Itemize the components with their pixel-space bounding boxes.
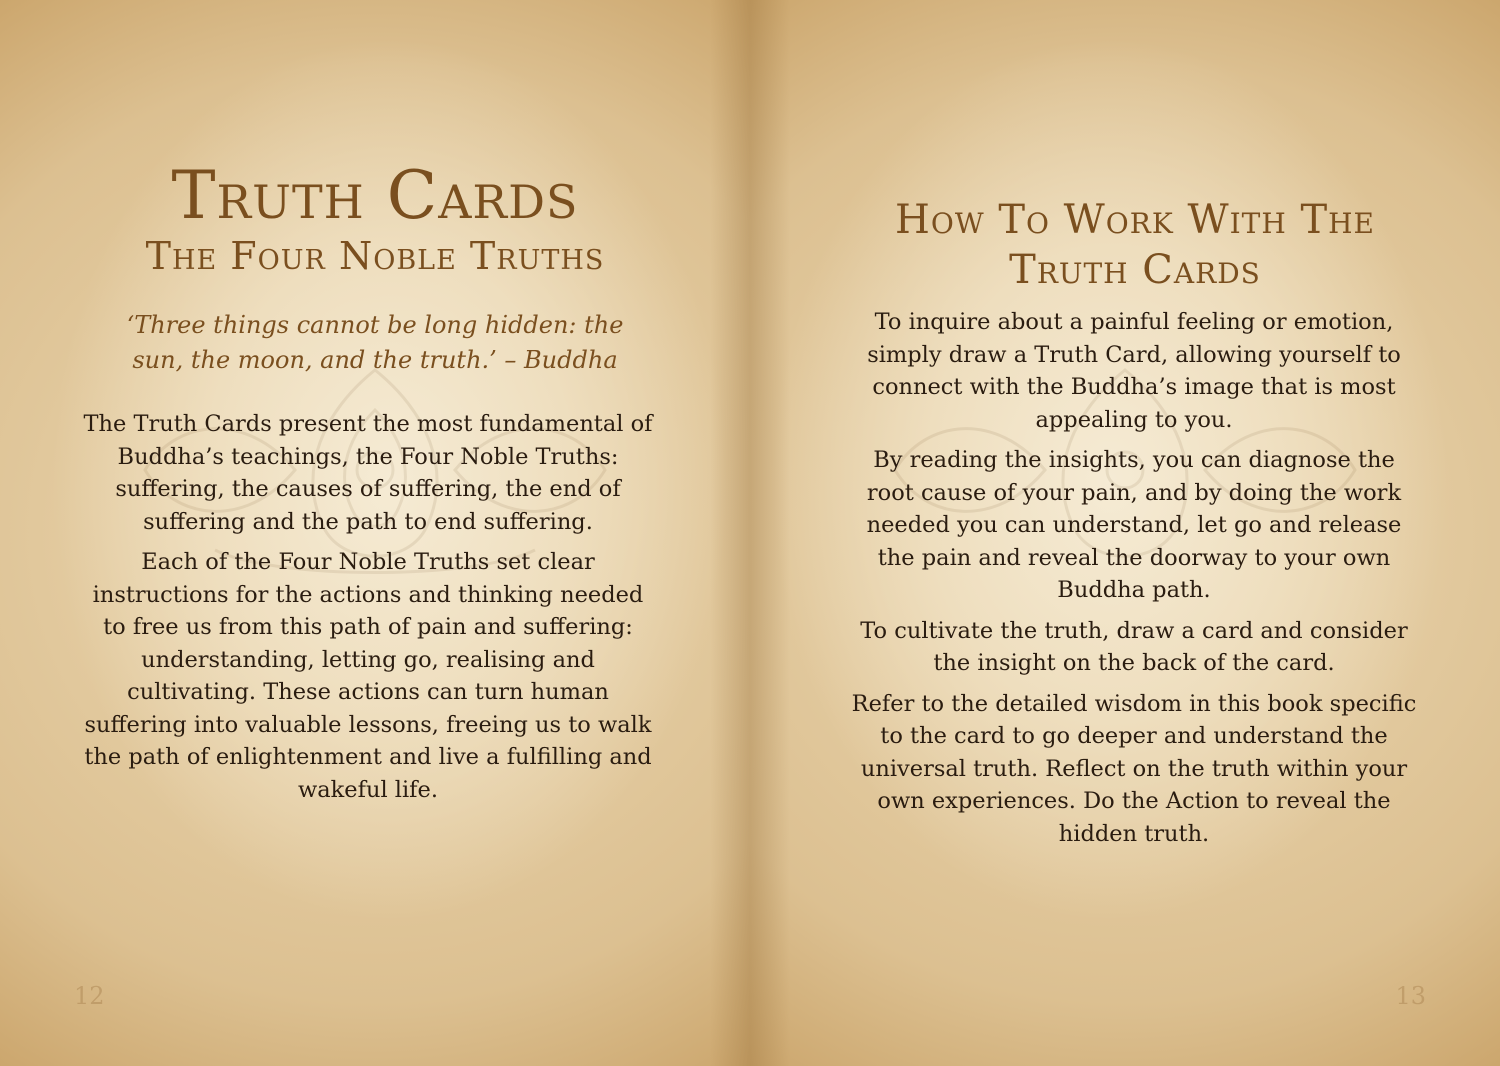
buddha-quote: [80, 308, 670, 378]
page-number: 13: [1395, 982, 1426, 1010]
page-title: [845, 195, 1425, 295]
right-page: [750, 0, 1500, 1066]
body-paragraph: Refer to the detailed wisdom in this book specific to the card to go deeper and understand the universal truth. Reflect on the truth within your own experiences. Do the Action to reveal the hidden truth.: [851, 690, 1417, 847]
body-paragraph: By reading the insights, you can diagnose the root cause of your pain, and by doing the work needed you can understand, let go and release the pain and reveal the doorway to your own Buddha path.: [866, 447, 1402, 603]
left-page-body: [78, 408, 658, 814]
right-page-content: [845, 195, 1425, 295]
right-page-body: [850, 306, 1418, 858]
gutter-shadow: [750, 0, 790, 1066]
body-paragraph: The Truth Cards present the most fundamental of Buddha’s teachings, the Four Noble Truths: suffering, the causes of suffering, the end of suffering and the path to end suffering.: [83, 411, 653, 535]
body-paragraph: To cultivate the truth, draw a card and consider the insight on the back of the card.: [860, 617, 1408, 676]
page-title: Truth Cards: [171, 157, 579, 234]
quote-line: ‘Three things cannot be long hidden: the: [126, 311, 624, 339]
page-subtitle: The Four Noble Truths: [145, 234, 605, 278]
title-line: Truth Cards: [1009, 247, 1261, 293]
body-paragraph: Each of the Four Noble Truths set clear instructions for the actions and thinking needed to free us from this path of pain and suffering: understanding, letting go, realising and cultivating. These actions can turn human suffering into valuable lessons, freeing us to walk the path of enlightenment and live a fulfilling and wakeful life.: [84, 549, 652, 803]
gutter-shadow: [710, 0, 750, 1066]
page-number: 12: [74, 982, 105, 1010]
left-page-content: [80, 157, 670, 378]
quote-line: sun, the moon, and the truth.’ – Buddha: [132, 346, 618, 374]
body-paragraph: To inquire about a painful feeling or emotion, simply draw a Truth Card, allowing yourself to connect with the Buddha’s image that is most appealing to you.: [867, 309, 1401, 433]
title-line: How To Work With The: [895, 197, 1375, 243]
